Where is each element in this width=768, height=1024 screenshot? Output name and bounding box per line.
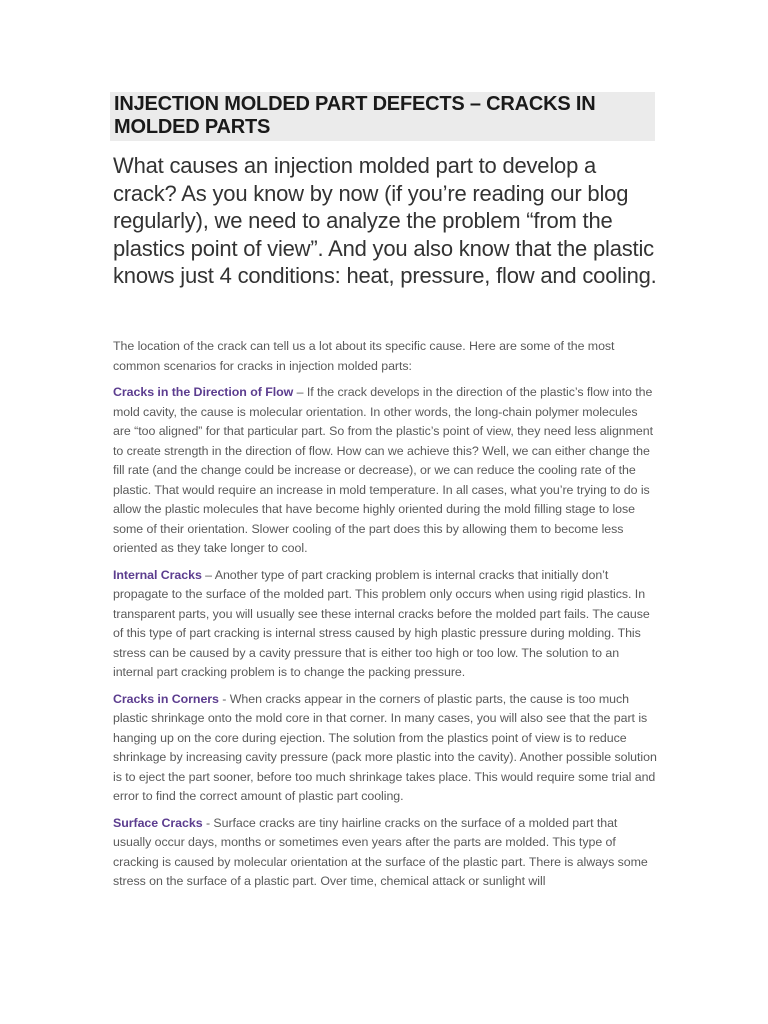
- lead-paragraph: What causes an injection molded part to develop a crack? As you know by now (if you’re reading our blog regularly), we need to analyze the problem “from the plastics point of view”. And you also know that the plastic knows just 4 conditions: heat, pressure, flow and cooling.: [113, 153, 657, 288]
- section-surface-cracks: [113, 814, 658, 892]
- section-term: Cracks in the Direction of Flow: [113, 385, 294, 399]
- title-bar: [110, 92, 655, 141]
- section-corner-cracks: [113, 690, 658, 807]
- article-title: INJECTION MOLDED PART DEFECTS – CRACKS IN MOLDED PARTS: [114, 93, 596, 138]
- section-term: Surface Cracks: [113, 815, 203, 830]
- section-term: Cracks in Corners: [113, 691, 219, 706]
- section-text: - Surface cracks are tiny hairline cracks on the surface of a molded part that usually occur days, months or sometimes even years after the parts are molded. This type of cracking is caused by molecular orientation at the surface of the plastic part. There is always some stress on the surface of a plastic part. Over time, chemical attack or sunlight will: [113, 815, 648, 888]
- section-text: – If the crack develops in the direction of the plastic’s flow into the mold cavity, the cause is molecular orientation. In other words, the long-chain polymer molecules are “too aligned” for that particular part. So from the plastic’s point of view, they need less alignment to create strength in the direction of flow. How can we achieve this? Well, we can either change the fill rate (and the change could be increase or decrease), or we can reduce the cooling rate of the plastic. That would require an increase in mold temperature. In all cases, what you’re trying to do is allow the plastic molecules that have become highly oriented during the mold filling stage to lose some of their orientation. Slower cooling of the part does this by allowing them to become less oriented as they take longer to cool.: [113, 385, 653, 555]
- section-internal-cracks: [113, 566, 658, 683]
- section-flow-cracks: [113, 383, 658, 559]
- section-term: Internal Cracks: [113, 567, 202, 582]
- section-text: - When cracks appear in the corners of plastic parts, the cause is too much plastic shrinkage onto the mold core in that corner. In many cases, you will also see that the part is hanging up on the core during ejection. The solution from the plastics point of view is to reduce shrinkage by increasing cavity pressure (pack more plastic into the cavity). Another possible solution is to eject the part sooner, before too much shrinkage takes place. This would require some trial and error to find the correct amount of plastic part cooling.: [113, 691, 657, 803]
- section-text: – Another type of part cracking problem is internal cracks that initially don’t propagate to the surface of the molded part. This problem only occurs when using rigid plastics. In transparent parts, you will usually see these internal cracks before the molded part fails. The cause of this type of part cracking is internal stress caused by high plastic pressure during molding. This stress can be caused by a cavity pressure that is either too high or too low. The solution to an internal part cracking problem is to change the packing pressure.: [113, 567, 650, 679]
- intro-paragraph: The location of the crack can tell us a lot about its specific cause. Here are some of the most common scenarios for cracks in injection molded parts:: [113, 339, 615, 373]
- article-body: [113, 337, 658, 899]
